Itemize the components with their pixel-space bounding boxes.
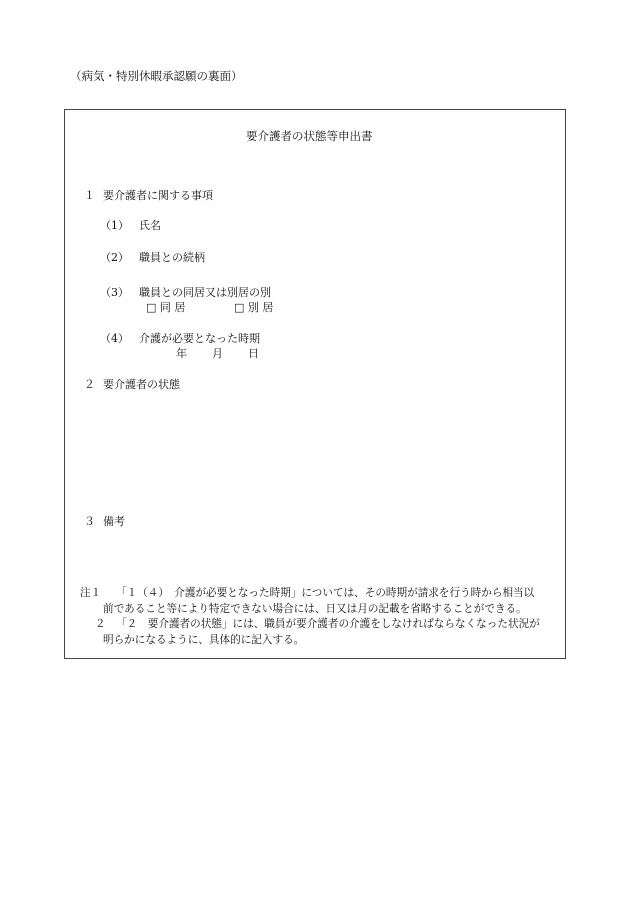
item3-label-cohabitation: 職員との同居又は別居の別 xyxy=(139,286,271,299)
item1-number: （1） xyxy=(100,219,129,232)
section1-number: １ xyxy=(84,189,95,202)
item4-number: （4） xyxy=(100,332,129,345)
section3-number: ３ xyxy=(84,515,95,528)
note2-line1: 「２ 要介護者の状態」には、職員が要介護者の介護をしなければならなくなった状況が xyxy=(116,618,540,630)
section2-heading: 要介護者の状態 xyxy=(103,378,180,391)
date-month-label: 月 xyxy=(212,347,223,360)
item3-number: （3） xyxy=(100,286,129,299)
page-caption: （病気・特別休暇承認願の裏面） xyxy=(70,69,243,83)
note1-line1: 「１（４） 介護が必要となった時期」については、その時期が請求を行う時から相当以 xyxy=(116,587,535,599)
form-title: 要介護者の状態等申出書 xyxy=(246,129,373,143)
section3-heading: 備考 xyxy=(103,515,125,528)
item4-label-care-start: 介護が必要となった時期 xyxy=(139,332,260,345)
date-year-label: 年 xyxy=(176,347,187,360)
checkbox-separate[interactable]: □ 別 居 xyxy=(234,301,274,314)
checkbox-cohabit[interactable]: □ 同 居 xyxy=(146,301,186,314)
section2-number: ２ xyxy=(84,378,95,391)
item1-label-name: 氏名 xyxy=(139,219,161,232)
section1-heading: 要介護者に関する事項 xyxy=(103,189,213,202)
note2-prefix: ２ xyxy=(95,618,106,630)
date-day-label: 日 xyxy=(248,347,259,360)
item2-label-relationship: 職員との続柄 xyxy=(139,251,205,264)
note1-prefix: 注１ xyxy=(80,587,102,599)
note2-line2: 明らかになるように、具体的に記入する。 xyxy=(103,634,305,646)
note1-line2: 前であること等により特定できない場合には、日又は月の記載を省略することができる。 xyxy=(103,603,527,615)
item2-number: （2） xyxy=(100,251,129,264)
